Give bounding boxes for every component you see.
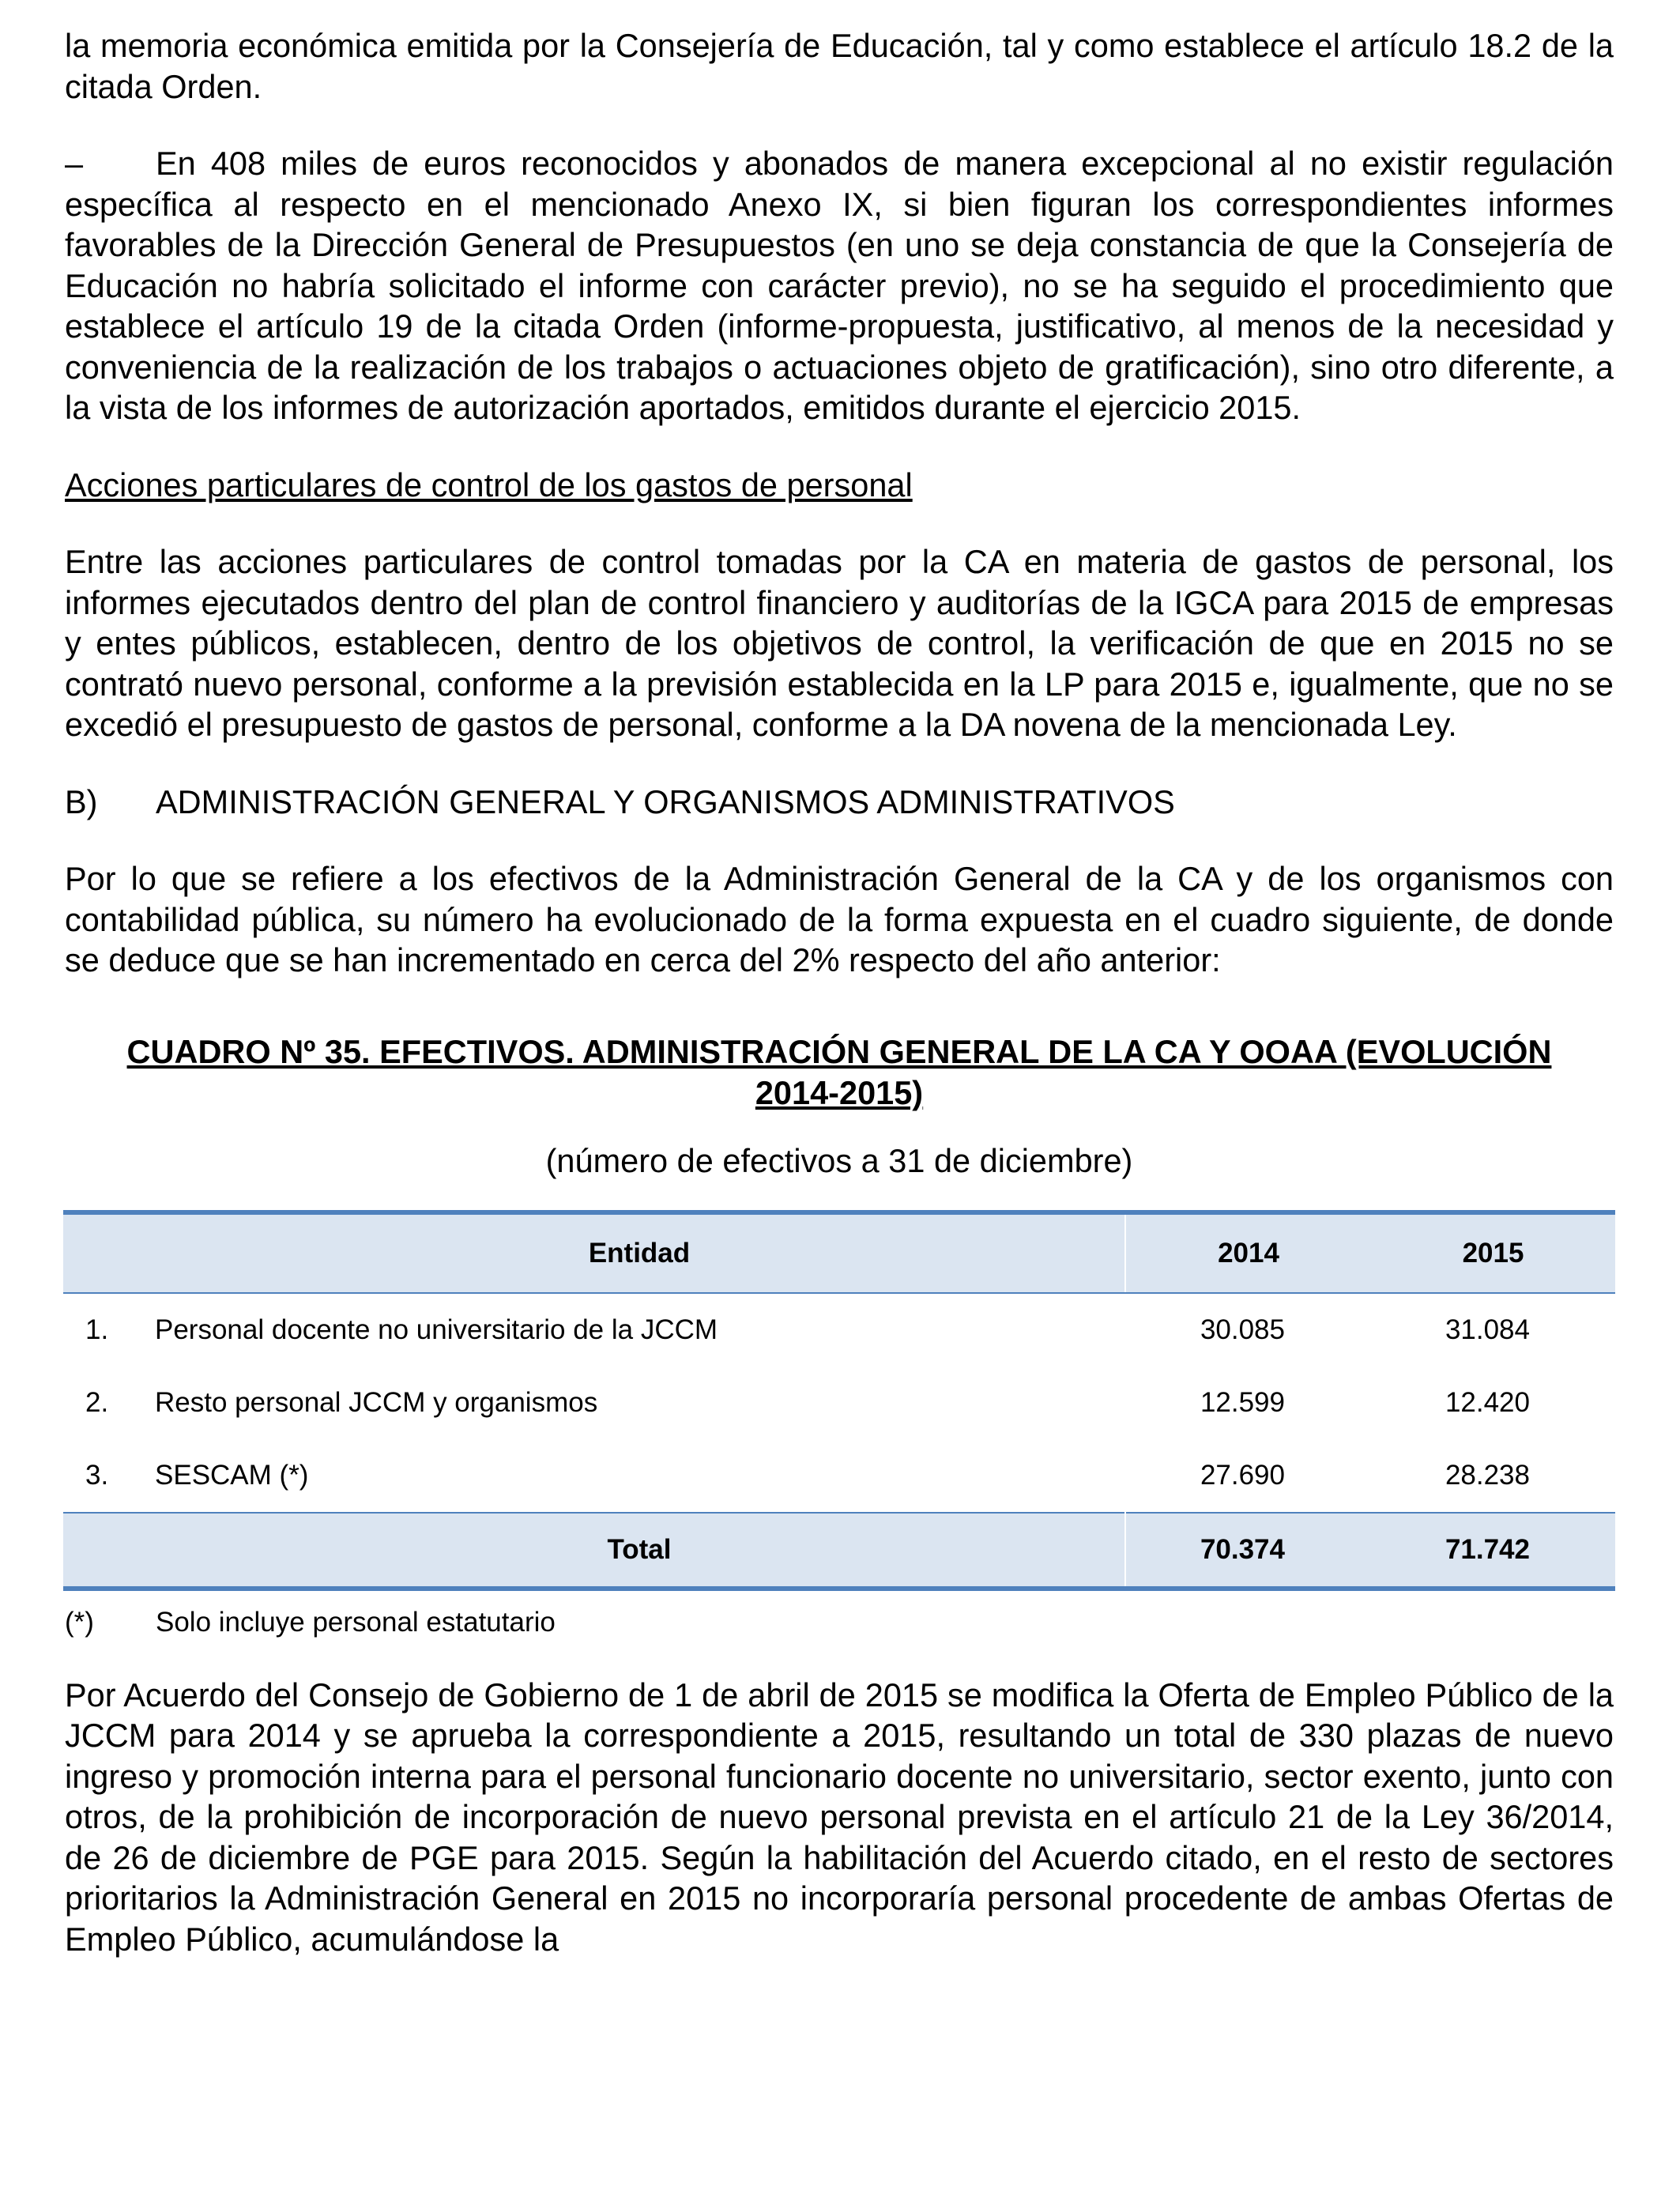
table-footnote: [65, 1605, 1614, 1640]
table-title-line-1: CUADRO Nº 35. EFECTIVOS. ADMINISTRACIÓN GENERAL DE LA CA Y OOAA (EVOLUCIÓN: [126, 1032, 1552, 1070]
paragraph-2: [65, 143, 1614, 428]
paragraph-3: Entre las acciones particulares de control tomadas por la CA en materia de gastos de personal, los informes ejecutados dentro del plan de control financiero y auditorías de la IGCA para 2015 de empresas y entes públicos, establecen, dentro de los objetivos de control, la verificación de que en 2015 no se contrató nuevo personal, conforme a la previsión establecida en la LP para 2015 e, igualmente, que no se excedió el presupuesto de gastos de personal, conforme a la DA novena de la mencionada Ley.: [65, 543, 1614, 743]
header-num: [63, 1212, 154, 1293]
dash-bullet: –: [65, 145, 84, 182]
row-value-2015: 31.084: [1445, 1314, 1530, 1345]
subheading-control-actions: Acciones particulares de control de los gastos de personal: [65, 466, 913, 503]
row-entity: Personal docente no universitario de la JCCM: [155, 1314, 718, 1345]
footnote-mark: (*): [65, 1606, 94, 1638]
total-2014: 70.374: [1125, 1513, 1370, 1589]
table-row: [63, 1367, 1615, 1439]
header-entity: Entidad: [154, 1212, 1125, 1293]
staff-table: [63, 1210, 1615, 1591]
total-label: Total: [154, 1513, 1125, 1589]
section-letter: B): [65, 782, 98, 820]
table-row: [63, 1293, 1615, 1367]
total-num: [63, 1513, 154, 1589]
footnote-text: Solo incluye personal estatutario: [156, 1606, 556, 1638]
header-2014: 2014: [1125, 1212, 1370, 1293]
table-header-row: [63, 1212, 1615, 1293]
total-2015: 71.742: [1370, 1513, 1615, 1589]
section-heading-b: [65, 782, 1614, 823]
row-entity: Resto personal JCCM y organismos: [155, 1386, 598, 1418]
row-value-2014: 30.085: [1125, 1293, 1370, 1367]
row-number: 3.: [85, 1459, 109, 1491]
row-value-2015: 12.420: [1445, 1386, 1530, 1418]
table-total-row: [63, 1513, 1615, 1589]
row-number: 2.: [85, 1386, 109, 1418]
paragraph-5: Por Acuerdo del Consejo de Gobierno de 1 de abril de 2015 se modifica la Oferta de Empleo Público de la JCCM para 2014 y se aprueba la correspondiente a 2015, resultando un total de 330 plazas de nuevo ingreso y promoción interna para el personal funcionario docente no universitario, sector exento, junto con otros, de la prohibición de incorporación de nuevo personal prevista en el artículo 21 de la Ley 36/2014, de 26 de diciembre de PGE para 2015. Según la habilitación del Acuerdo citado, en el resto de sectores prioritarios la Administración General en 2015 no incorporaría personal procedente de ambas Ofertas de Empleo Público, acumulándose la: [65, 1676, 1614, 1958]
paragraph-4: Por lo que se refiere a los efectivos de la Administración General de la CA y de los organismos con contabilidad pública, su número ha evolucionado de la forma expuesta en el cuadro siguiente, de donde se deduce que se han incrementado en cerca del 2% respecto del año anterior:: [65, 860, 1614, 978]
row-value-2014: 27.690: [1125, 1439, 1370, 1513]
table-title: [65, 1031, 1614, 1114]
row-value-2015: 28.238: [1445, 1459, 1530, 1491]
paragraph-2-text: En 408 miles de euros reconocidos y abonados de manera excepcional al no existir regulación específica al respecto en el mencionado Anexo IX, si bien figuran los correspondientes informes favorables de la Dirección General de Presupuestos (en uno se deja constancia de que la Consejería de Educación no habría solicitado el informe con carácter previo), no se ha seguido el procedimiento que establece el artículo 19 de la citada Orden (informe-propuesta, justificativo, al menos de la necesidad y conveniencia de la realización de los trabajos o actuaciones objeto de gratificación), sino otro diferente, a la vista de los informes de autorización aportados, emitidos durante el ejercicio 2015.: [65, 145, 1614, 426]
header-2015: 2015: [1370, 1212, 1615, 1293]
section-title: ADMINISTRACIÓN GENERAL Y ORGANISMOS ADMINISTRATIVOS: [156, 782, 1175, 820]
table-subtitle: (número de efectivos a 31 de diciembre): [545, 1141, 1133, 1179]
document-page: [65, 25, 1614, 1959]
row-number: 1.: [85, 1314, 109, 1345]
table-title-line-2: 2014-2015): [755, 1073, 924, 1111]
row-entity: SESCAM (*): [155, 1459, 309, 1491]
paragraph-1: la memoria económica emitida por la Consejería de Educación, tal y como establece el artículo 18.2 de la citada Orden.: [65, 27, 1614, 105]
table-row: [63, 1439, 1615, 1513]
row-value-2014: 12.599: [1125, 1367, 1370, 1439]
